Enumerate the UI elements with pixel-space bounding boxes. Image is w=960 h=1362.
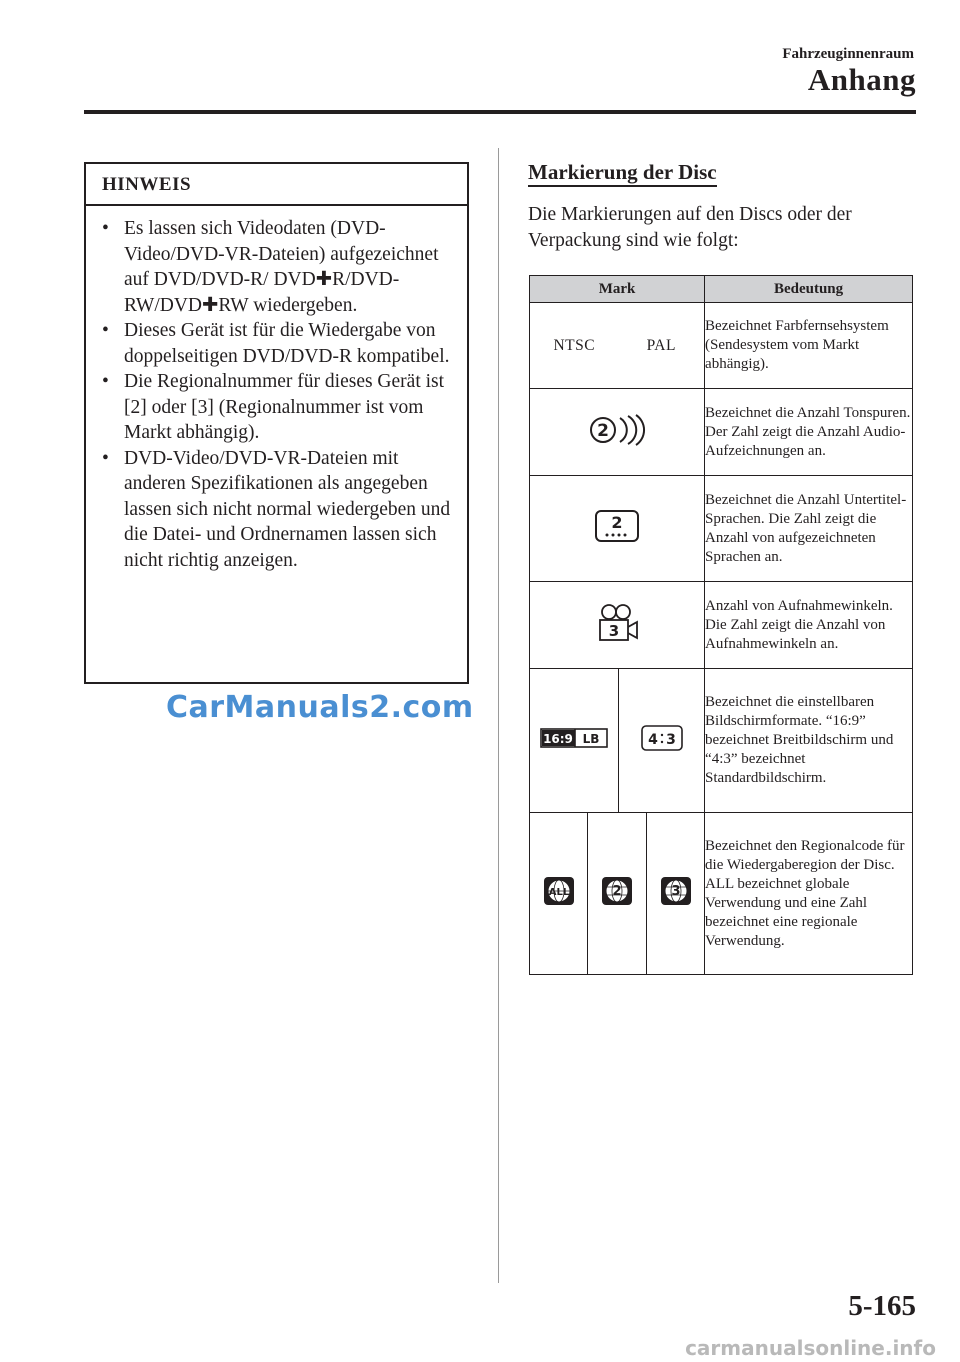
- standard-43-icon: [619, 669, 705, 813]
- header-mark: Mark: [530, 276, 705, 303]
- bullet-icon: •: [102, 371, 109, 392]
- table-row: [530, 669, 913, 813]
- bullet-icon: •: [102, 218, 109, 239]
- table-row: [530, 582, 913, 669]
- pal-mark: PAL: [619, 303, 705, 389]
- svg-text:4: 4: [647, 732, 658, 748]
- camera-angle-icon: [530, 582, 705, 669]
- disc-marks-table: [529, 275, 913, 975]
- running-header-section: Fahrzeuginnenraum: [782, 46, 914, 62]
- meaning-cell: Anzahl von Aufnahmewinkeln. Die Zahl zeigt die Anzahl von Aufnahmewinkeln an.: [705, 582, 913, 669]
- region-2-icon: [588, 813, 647, 975]
- svg-text:2: 2: [611, 513, 623, 532]
- note-item-text: Es lassen sich Videodaten (DVD-Video/DVD-VR-Dateien) aufgezeichnet auf DVD/DVD-R/ DVD✚R/DVD-RW/DVD✚RW wiedergeben.: [124, 218, 439, 316]
- table-row: [530, 813, 913, 975]
- subtitle-icon: [530, 476, 705, 582]
- svg-text:ALL: ALL: [548, 887, 569, 898]
- header-meaning: Bedeutung: [705, 276, 913, 303]
- table-row: [530, 303, 913, 389]
- audio-tracks-icon: [530, 389, 705, 476]
- meaning-cell: Bezeichnet die einstellbaren Bildschirmformate. “16:9” bezeichnet Breitbildschirm und “4:3” bezeichnet Standardbildschirm.: [705, 669, 913, 813]
- svg-text:2: 2: [597, 420, 609, 441]
- region-3-icon: [647, 813, 705, 975]
- table-row: [530, 389, 913, 476]
- meaning-cell: Bezeichnet die Anzahl Tonspuren. Der Zahl zeigt die Anzahl Audio-Aufzeichnungen an.: [705, 389, 913, 476]
- note-title: HINWEIS: [102, 174, 192, 195]
- note-item: [100, 369, 454, 446]
- note-item: [100, 216, 454, 318]
- note-box: [84, 162, 469, 684]
- note-item: [100, 318, 454, 369]
- svg-text:3: 3: [608, 621, 620, 640]
- note-title-rule: [86, 204, 467, 206]
- meaning-cell: Bezeichnet die Anzahl Untertitel-Sprachen. Die Zahl zeigt die Anzahl von aufgezeichneten Sprachen an.: [705, 476, 913, 582]
- svg-text:2: 2: [612, 884, 622, 899]
- meaning-cell: Bezeichnet den Regionalcode für die Wiedergaberegion der Disc. ALL bezeichnet globale Verwendung und eine Zahl bezeichnet eine regionale Verwendung.: [705, 813, 913, 975]
- meaning-cell: Bezeichnet Farbfernsehsystem (Sendesystem vom Markt abhängig).: [705, 303, 913, 389]
- footer-watermark[interactable]: carmanualsonline.info: [685, 1336, 936, 1360]
- bullet-icon: •: [102, 447, 109, 469]
- svg-text:16:9: 16:9: [543, 732, 573, 746]
- section-intro: Die Markierungen auf den Discs oder der Verpackung sind wie folgt:: [528, 204, 852, 251]
- note-item-text: Die Regionalnummer für dieses Gerät ist [2] oder [3] (Regionalnummer ist vom Markt abhängig).: [124, 371, 445, 443]
- ntsc-mark: NTSC: [530, 303, 619, 389]
- header-rule: [84, 110, 916, 114]
- watermark-logo[interactable]: CarManuals2.com: [166, 690, 474, 725]
- note-item: [100, 446, 454, 574]
- table-header-row: [530, 276, 913, 303]
- svg-text:3: 3: [670, 884, 681, 899]
- svg-text:3: 3: [665, 732, 676, 748]
- bullet-icon: •: [102, 320, 109, 341]
- note-list: [100, 216, 454, 573]
- note-item-text: Dieses Gerät ist für die Wiedergabe von doppelseitigen DVD/DVD-R kompatibel.: [124, 320, 450, 367]
- svg-text:LB: LB: [582, 732, 600, 746]
- column-divider: [498, 148, 499, 1283]
- widescreen-lb-icon: [530, 669, 619, 813]
- region-all-icon: [530, 813, 588, 975]
- section-title: Markierung der Disc: [528, 160, 717, 187]
- running-header-chapter: Anhang: [807, 62, 916, 97]
- page-number: 5-165: [848, 1290, 916, 1322]
- note-item-text: DVD-Video/DVD-VR-Dateien mit anderen Spezifikationen als angegeben lassen sich nicht normal wiedergeben und die Datei- und Ordnernamen lassen sich nicht richtig anzeigen.: [124, 447, 451, 571]
- table-row: [530, 476, 913, 582]
